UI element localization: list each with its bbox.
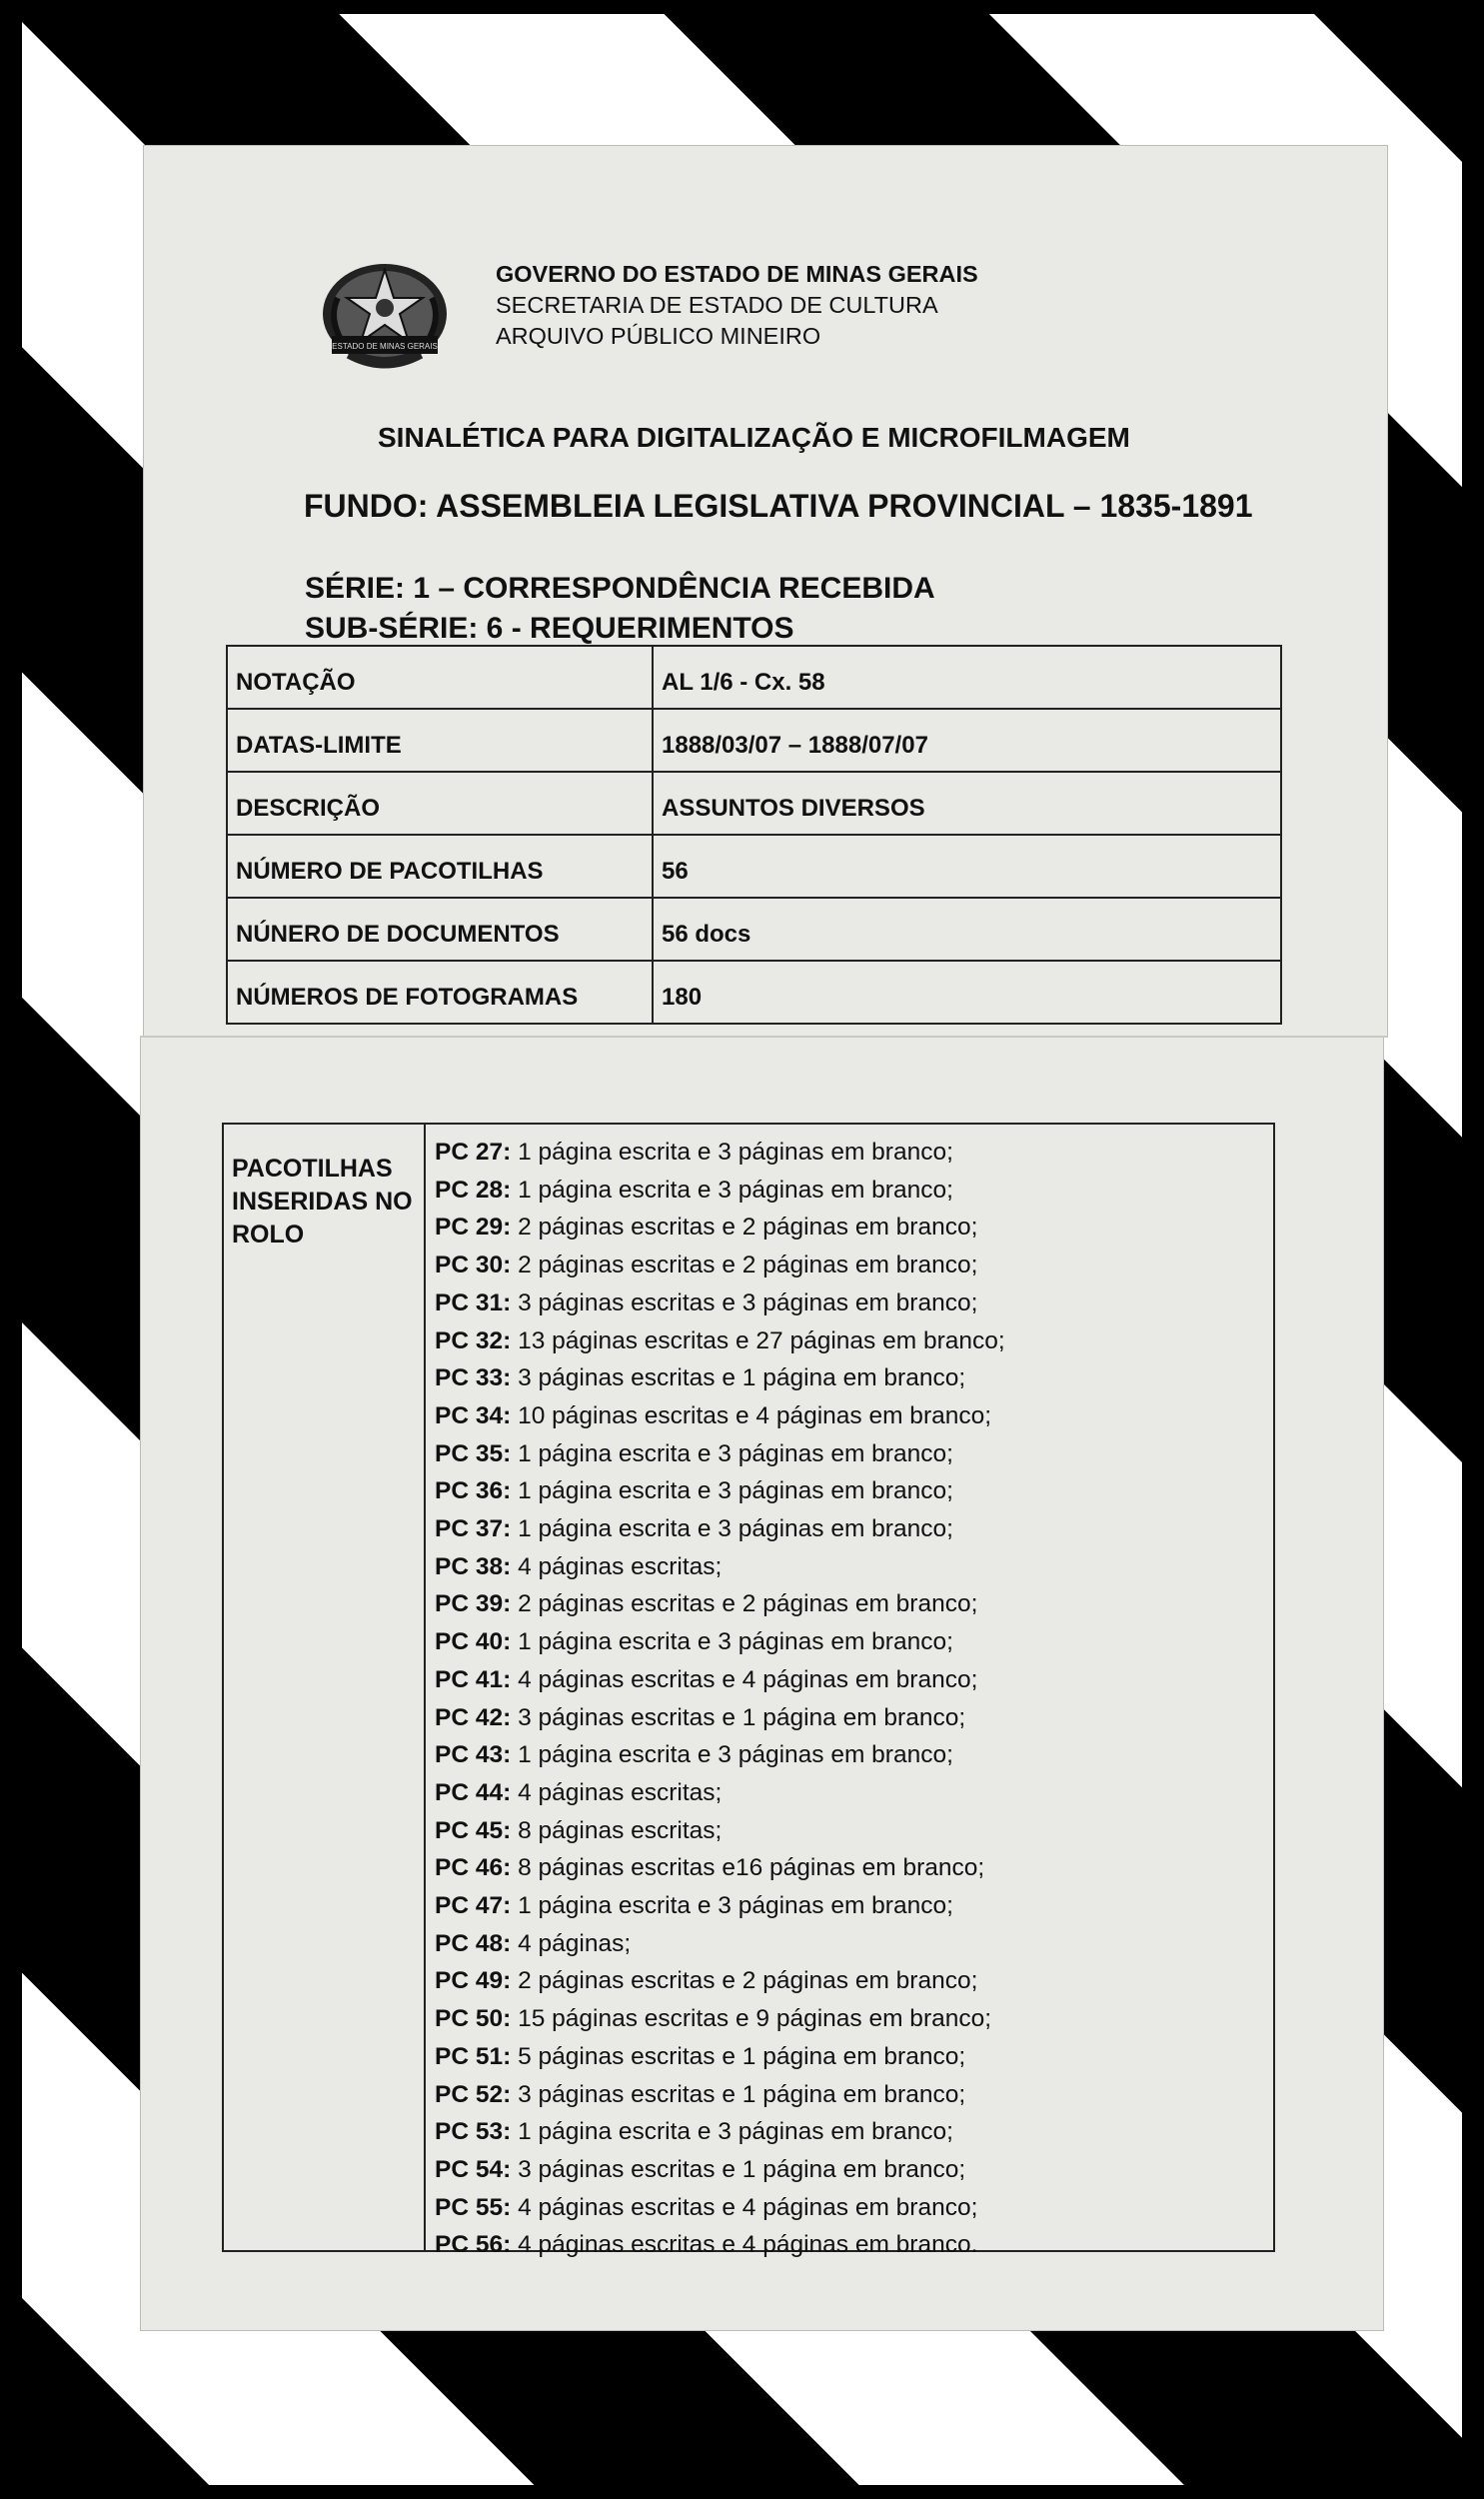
list-item bbox=[435, 1472, 1005, 1510]
pacotilha-tag: PC 54: bbox=[435, 2155, 512, 2183]
pacotilha-description: 4 páginas escritas e 4 páginas em branco; bbox=[511, 1665, 978, 1693]
meta-label: NÚMERO DE PACOTILHAS bbox=[227, 835, 653, 898]
pacotilha-description: 10 páginas escritas e 4 páginas em branco; bbox=[511, 1401, 992, 1429]
crest-text: ESTADO DE MINAS GERAIS bbox=[332, 342, 438, 351]
list-item bbox=[435, 1962, 1005, 2000]
list-item bbox=[435, 1284, 1005, 1322]
pacotilha-tag: PC 38: bbox=[435, 1552, 512, 1580]
meta-label: DESCRIÇÃO bbox=[227, 772, 653, 835]
pacotilha-tag: PC 53: bbox=[435, 2118, 512, 2146]
pacotilha-description: 8 páginas escritas; bbox=[511, 1816, 723, 1844]
list-item bbox=[435, 1172, 1005, 1210]
pacotilha-tag: PC 47: bbox=[435, 1892, 512, 1920]
list-item bbox=[435, 2189, 1005, 2227]
list-item bbox=[435, 1736, 1005, 1774]
meta-label: NOTAÇÃO bbox=[227, 646, 653, 709]
pacotilha-description: 1 página escrita e 3 páginas em branco; bbox=[511, 2118, 953, 2146]
pacotilha-tag: PC 45: bbox=[435, 1816, 512, 1844]
list-item bbox=[435, 1925, 1005, 1963]
pacotilha-description: 4 páginas escritas e 4 páginas em branco; bbox=[511, 2193, 978, 2221]
institution-block bbox=[496, 259, 978, 352]
meta-value: 56 bbox=[653, 835, 1281, 898]
pacotilha-description: 1 página escrita e 3 páginas em branco; bbox=[511, 1741, 953, 1769]
pacotilha-tag: PC 41: bbox=[435, 1665, 512, 1693]
list-item bbox=[435, 1774, 1005, 1812]
pacotilha-description: 2 páginas escritas e 2 páginas em branco; bbox=[511, 1214, 978, 1242]
pacotilha-tag: PC 31: bbox=[435, 1288, 512, 1316]
pacotilha-tag: PC 50: bbox=[435, 2005, 512, 2033]
subserie-heading: SUB-SÉRIE: 6 - REQUERIMENTOS bbox=[305, 612, 794, 645]
document-title: SINALÉTICA PARA DIGITALIZAÇÃO E MICROFILMAGEM bbox=[378, 422, 1130, 453]
meta-label: NÚNERO DE DOCUMENTOS bbox=[227, 898, 653, 961]
pacotilha-tag: PC 48: bbox=[435, 1929, 512, 1957]
pacotilha-description: 13 páginas escritas e 27 páginas em branco; bbox=[511, 1326, 1005, 1354]
table-row bbox=[227, 835, 1281, 898]
pacotilha-tag: PC 44: bbox=[435, 1778, 512, 1806]
pacotilha-description: 2 páginas escritas e 2 páginas em branco; bbox=[511, 1967, 978, 1995]
pacotilha-description: 4 páginas escritas e 4 páginas em branco. bbox=[511, 2231, 978, 2259]
list-item bbox=[435, 1699, 1005, 1737]
table-row bbox=[227, 709, 1281, 772]
pacotilhas-label bbox=[224, 1125, 426, 2250]
pacotilha-tag: PC 32: bbox=[435, 1326, 512, 1354]
list-item bbox=[435, 1887, 1005, 1925]
pacotilha-description: 3 páginas escritas e 3 páginas em branco; bbox=[511, 1288, 978, 1316]
list-item bbox=[435, 1548, 1005, 1586]
pacotilha-description: 5 páginas escritas e 1 página em branco; bbox=[511, 2042, 966, 2070]
pacotilha-description: 1 página escrita e 3 páginas em branco; bbox=[511, 1477, 953, 1505]
pacotilha-tag: PC 35: bbox=[435, 1439, 512, 1467]
pacotilha-description: 3 páginas escritas e 1 página em branco; bbox=[511, 2155, 966, 2183]
list-item bbox=[435, 1322, 1005, 1360]
list-item bbox=[435, 1849, 1005, 1887]
pacotilha-description: 1 página escrita e 3 páginas em branco; bbox=[511, 1139, 953, 1166]
pacotilha-description: 3 páginas escritas e 1 página em branco; bbox=[511, 1364, 966, 1392]
pacotilha-tag: PC 52: bbox=[435, 2080, 512, 2108]
pacotilha-description: 15 páginas escritas e 9 páginas em branco; bbox=[511, 2005, 992, 2033]
list-item bbox=[435, 1435, 1005, 1473]
table-row bbox=[227, 772, 1281, 835]
pacotilha-tag: PC 36: bbox=[435, 1477, 512, 1505]
list-item bbox=[435, 1209, 1005, 1247]
pacotilha-tag: PC 40: bbox=[435, 1628, 512, 1656]
pacotilha-description: 1 página escrita e 3 páginas em branco; bbox=[511, 1176, 953, 1204]
list-item bbox=[435, 1134, 1005, 1172]
meta-value: ASSUNTOS DIVERSOS bbox=[653, 772, 1281, 835]
pacotilha-description: 1 página escrita e 3 páginas em branco; bbox=[511, 1892, 953, 1920]
institution-line-archive: ARQUIVO PÚBLICO MINEIRO bbox=[496, 323, 821, 349]
pacotilha-tag: PC 29: bbox=[435, 1214, 512, 1242]
meta-value: AL 1/6 - Cx. 58 bbox=[653, 646, 1281, 709]
pacotilhas-list bbox=[435, 1134, 1005, 2264]
serie-heading: SÉRIE: 1 – CORRESPONDÊNCIA RECEBIDA bbox=[305, 572, 935, 605]
list-item bbox=[435, 1359, 1005, 1397]
pacotilha-description: 1 página escrita e 3 páginas em branco; bbox=[511, 1515, 953, 1543]
meta-label: NÚMEROS DE FOTOGRAMAS bbox=[227, 961, 653, 1024]
pacotilha-description: 3 páginas escritas e 1 página em branco; bbox=[511, 2080, 966, 2108]
meta-value: 56 docs bbox=[653, 898, 1281, 961]
pacotilha-tag: PC 42: bbox=[435, 1703, 512, 1731]
pacotilha-tag: PC 37: bbox=[435, 1515, 512, 1543]
list-item bbox=[435, 2076, 1005, 2114]
list-item bbox=[435, 1510, 1005, 1548]
pacotilha-description: 1 página escrita e 3 páginas em branco; bbox=[511, 1628, 953, 1656]
pacotilha-tag: PC 51: bbox=[435, 2042, 512, 2070]
meta-value: 1888/03/07 – 1888/07/07 bbox=[653, 709, 1281, 772]
fundo-heading: FUNDO: ASSEMBLEIA LEGISLATIVA PROVINCIAL – 1835-1891 bbox=[304, 488, 1253, 524]
metadata-table bbox=[226, 645, 1282, 1025]
pacotilha-description: 4 páginas escritas; bbox=[511, 1778, 723, 1806]
pacotilha-tag: PC 30: bbox=[435, 1251, 512, 1279]
sheet-seam bbox=[140, 1036, 1388, 1038]
pacotilha-tag: PC 34: bbox=[435, 1401, 512, 1429]
meta-label: DATAS-LIMITE bbox=[227, 709, 653, 772]
list-item bbox=[435, 1247, 1005, 1284]
pacotilha-tag: PC 43: bbox=[435, 1741, 512, 1769]
list-item bbox=[435, 2000, 1005, 2038]
pacotilhas-label-line: ROLO bbox=[232, 1221, 305, 1249]
pacotilha-description: 3 páginas escritas e 1 página em branco; bbox=[511, 1703, 966, 1731]
list-item bbox=[435, 1812, 1005, 1850]
pacotilha-description: 2 páginas escritas e 2 páginas em branco; bbox=[511, 1251, 978, 1279]
pacotilha-description: 4 páginas escritas; bbox=[511, 1552, 723, 1580]
table-row bbox=[227, 646, 1281, 709]
pacotilha-tag: PC 33: bbox=[435, 1364, 512, 1392]
pacotilhas-table bbox=[222, 1123, 1275, 2259]
institution-line-secretariat: SECRETARIA DE ESTADO DE CULTURA bbox=[496, 292, 938, 318]
list-item bbox=[435, 2151, 1005, 2189]
list-item bbox=[435, 1397, 1005, 1435]
list-item bbox=[435, 1623, 1005, 1661]
institution-line-government: GOVERNO DO ESTADO DE MINAS GERAIS bbox=[496, 261, 978, 287]
list-item bbox=[435, 2226, 1005, 2264]
list-item bbox=[435, 1661, 1005, 1699]
pacotilhas-label-line: INSERIDAS NO bbox=[232, 1188, 413, 1216]
pacotilha-tag: PC 39: bbox=[435, 1590, 512, 1618]
pacotilha-tag: PC 28: bbox=[435, 1176, 512, 1204]
pacotilha-description: 8 páginas escritas e16 páginas em branco; bbox=[511, 1854, 985, 1882]
pacotilha-tag: PC 49: bbox=[435, 1967, 512, 1995]
meta-value: 180 bbox=[653, 961, 1281, 1024]
pacotilha-tag: PC 56: bbox=[435, 2231, 512, 2259]
table-row bbox=[227, 961, 1281, 1024]
pacotilha-description: 1 página escrita e 3 páginas em branco; bbox=[511, 1439, 953, 1467]
list-item bbox=[435, 2038, 1005, 2076]
pacotilhas-label-line: PACOTILHAS bbox=[232, 1155, 393, 1183]
table-row bbox=[227, 898, 1281, 961]
pacotilha-description: 4 páginas; bbox=[511, 1929, 632, 1957]
pacotilha-description: 2 páginas escritas e 2 páginas em branco; bbox=[511, 1590, 978, 1618]
pacotilha-tag: PC 55: bbox=[435, 2193, 512, 2221]
list-item bbox=[435, 2113, 1005, 2151]
list-item bbox=[435, 1585, 1005, 1623]
pacotilha-tag: PC 46: bbox=[435, 1854, 512, 1882]
pacotilha-tag: PC 27: bbox=[435, 1139, 512, 1166]
minas-gerais-crest-icon bbox=[318, 258, 452, 378]
